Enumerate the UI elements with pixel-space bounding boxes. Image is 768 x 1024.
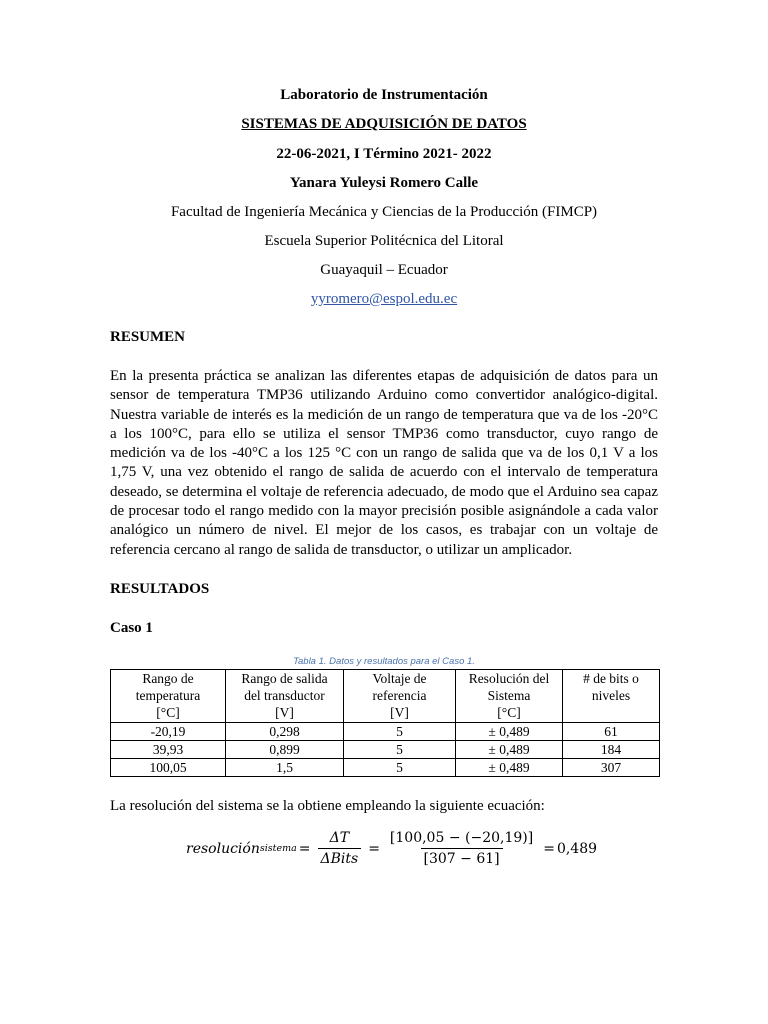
table-cell: 5 <box>344 723 456 741</box>
header-cell <box>226 670 344 723</box>
header-line: Rango de <box>142 671 194 686</box>
table-cell: -20,19 <box>111 723 226 741</box>
equals-sign: = <box>298 840 311 857</box>
lab-name: Laboratorio de Instrumentación <box>280 87 488 103</box>
fraction-values <box>387 830 536 867</box>
faculty-name: Facultad de Ingeniería Mecánica y Ciencias de la Producción (FIMCP) <box>170 204 598 220</box>
header-line: Sistema <box>487 688 531 703</box>
header-line: Resolución del <box>468 671 550 686</box>
equals-sign: = <box>368 840 380 857</box>
table-cell: 61 <box>563 723 660 741</box>
results-table <box>110 669 660 777</box>
header-line: del transductor <box>244 688 325 703</box>
resumen-paragraph: En la presenta práctica se analizan las diferentes etapas de adquisición de datos para un sensor de temperatura TMP36 utilizando Arduino como convertidor analógico-digital. Nuestra variable de interés es la medición de un rango de temperatura que va de los -20°C a los 100°C, para ello se utiliza el sensor TMP36 como transductor, cuyo rango de medición va de los -40°C a los 125 °C con un rango de salida que va de los 0,1 V a los 1,75 V, una vez obtenido el rango de salida de acuerdo con el intervalo de temperatura deseado, se determina el voltaje de referencia adecuado, de modo que el Arduino sea capaz de procesar todo el rango medido con la mayor precisión posible asignándole a cada valor analógico un número de nivel. El mejor de los casos, es trabajar con un voltaje de referencia cercano al rango de salida de transductor, o utilizar un amplicador. <box>110 368 658 558</box>
table-row <box>111 741 660 759</box>
table-header-row <box>111 670 660 723</box>
table-row <box>111 759 660 777</box>
table-cell: 307 <box>563 759 660 777</box>
header-line: temperatura <box>135 688 201 703</box>
header-cell <box>563 670 660 723</box>
header-line: [V] <box>390 705 409 720</box>
table-cell: ± 0,489 <box>456 723 563 741</box>
table-row <box>111 723 660 741</box>
equation-lhs: resolución <box>186 840 260 857</box>
table-cell: 0,899 <box>226 741 344 759</box>
table-cell: ± 0,489 <box>456 759 563 777</box>
equation-lhs-subscript: sistema <box>259 843 297 854</box>
header-line: [°C] <box>156 705 180 720</box>
school-name: Escuela Superior Politécnica del Litoral <box>264 233 504 249</box>
header-cell <box>456 670 563 723</box>
table-cell: 0,298 <box>226 723 344 741</box>
header-line: [V] <box>275 705 294 720</box>
table-cell: 5 <box>344 741 456 759</box>
fraction-denominator: [307 − 61] <box>421 848 503 867</box>
header-line: # de bits o <box>583 671 639 686</box>
document-title: SISTEMAS DE ADQUISICIÓN DE DATOS <box>241 116 527 132</box>
header-line: niveles <box>591 688 631 703</box>
fraction-numerator: ΔT <box>329 830 350 846</box>
author-name: Yanara Yuleysi Romero Calle <box>289 175 479 191</box>
resultados-heading: RESULTADOS <box>110 581 210 597</box>
table-cell: 5 <box>344 759 456 777</box>
header-line: Rango de salida <box>241 671 328 686</box>
table-cell: 184 <box>563 741 660 759</box>
table-cell: 39,93 <box>111 741 226 759</box>
header-line: referencia <box>372 688 427 703</box>
resolution-equation <box>186 830 597 867</box>
fraction-denominator: ΔBits <box>318 848 362 867</box>
document-date: 22-06-2021, I Término 2021- 2022 <box>276 146 492 162</box>
table-cell: 1,5 <box>226 759 344 777</box>
equation-intro: La resolución del sistema se la obtiene empleando la siguiente ecuación: <box>110 798 545 814</box>
equals-sign: = <box>543 840 555 857</box>
email-link[interactable]: yyromero@espol.edu.ec <box>310 291 458 307</box>
table-caption: Tabla 1. Datos y resultados para el Caso 1. <box>293 656 475 667</box>
header-cell <box>111 670 226 723</box>
table-cell: ± 0,489 <box>456 741 563 759</box>
fraction-delta <box>318 830 362 867</box>
header-cell <box>344 670 456 723</box>
header-line: Voltaje de <box>372 671 427 686</box>
caso-heading: Caso 1 <box>110 620 153 636</box>
location: Guayaquil – Ecuador <box>320 262 448 278</box>
header-line: [°C] <box>497 705 521 720</box>
table-cell: 100,05 <box>111 759 226 777</box>
resumen-heading: RESUMEN <box>110 329 186 345</box>
fraction-numerator: [100,05 − (−20,19)] <box>389 830 534 846</box>
equation-result: 0,489 <box>556 840 598 857</box>
